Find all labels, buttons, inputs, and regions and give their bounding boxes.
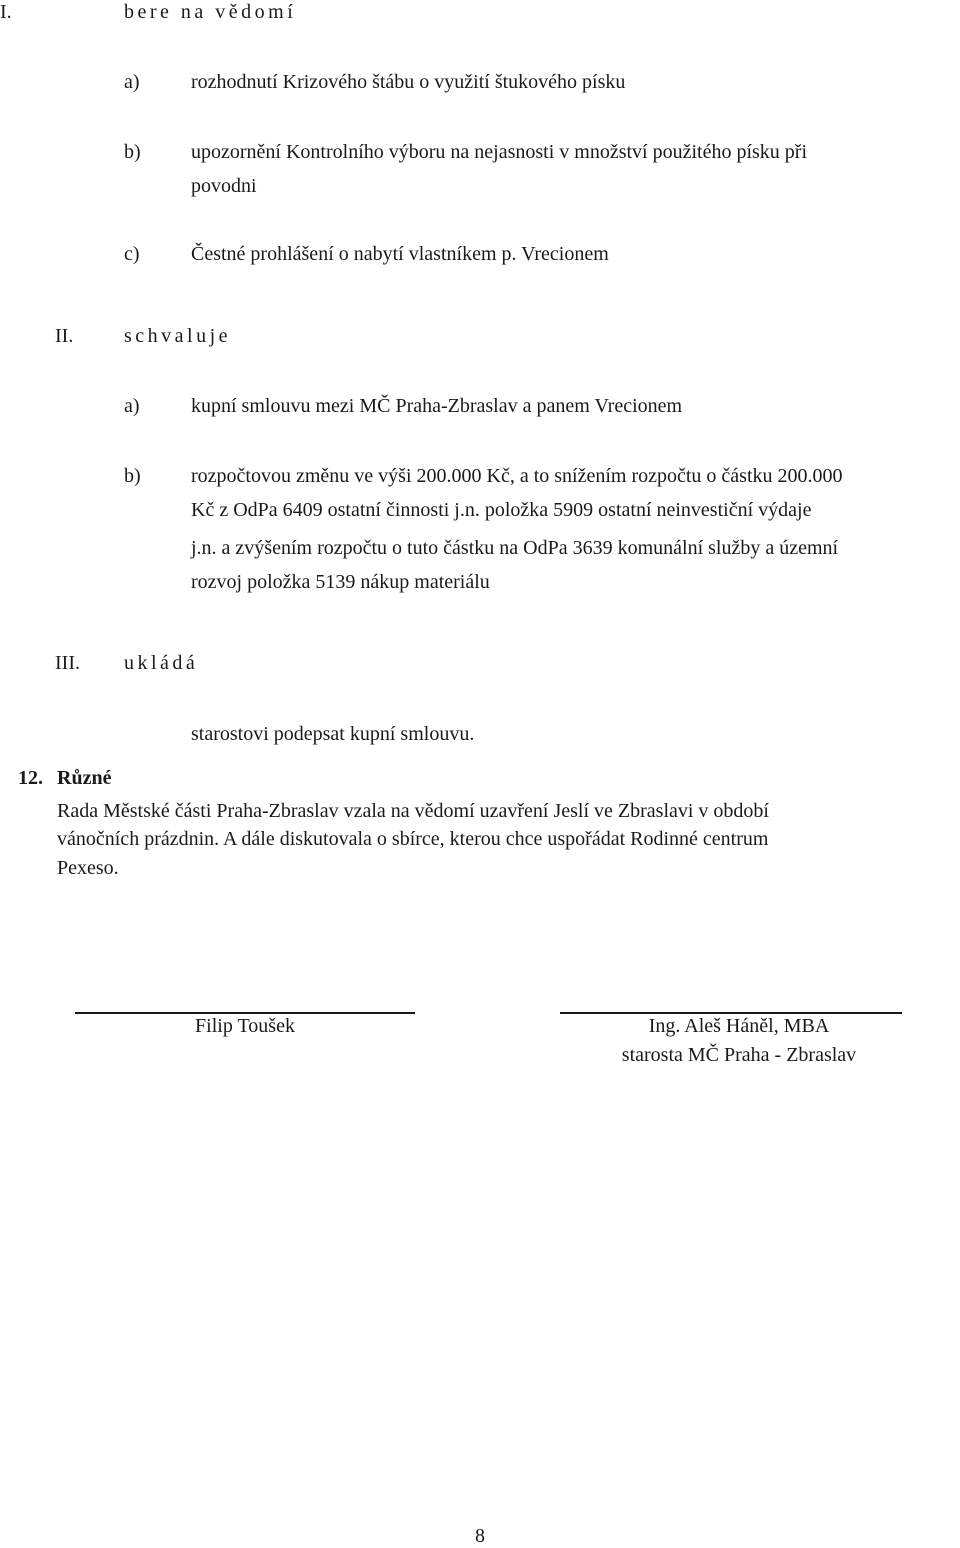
signatory-name-left: Filip Toušek bbox=[195, 1015, 295, 1037]
paragraph-line: vánočních prázdnin. A dále diskutovala o sbírce, kterou chce uspořádat Rodinné centrum bbox=[57, 828, 769, 850]
item-text: j.n. a zvýšením rozpočtu o tuto částku na OdPa 3639 komunální služby a územní bbox=[191, 537, 839, 559]
item-label: b) bbox=[124, 141, 141, 163]
item-text: upozornění Kontrolního výboru na nejasnosti v množství použitého písku při bbox=[191, 141, 808, 163]
page-number: 8 bbox=[475, 1525, 485, 1547]
section-12-number: 12. bbox=[18, 767, 43, 789]
item-text: rozvoj položka 5139 nákup materiálu bbox=[191, 571, 490, 593]
section-3-text: starostovi podepsat kupní smlouvu. bbox=[191, 723, 475, 745]
item-label: a) bbox=[124, 71, 140, 93]
section-2-heading: schvaluje bbox=[124, 325, 232, 347]
item-text: kupní smlouvu mezi MČ Praha-Zbraslav a panem Vrecionem bbox=[191, 395, 683, 417]
item-text: rozhodnutí Krizového štábu o využití štukového písku bbox=[191, 71, 626, 93]
section-12-title: Různé bbox=[57, 767, 112, 789]
item-label: a) bbox=[124, 395, 140, 417]
paragraph-line: Rada Městské části Praha-Zbraslav vzala na vědomí uzavření Jeslí ve Zbraslavi v období bbox=[57, 800, 769, 822]
signatory-name-right: Ing. Aleš Háněl, MBA bbox=[648, 1015, 830, 1037]
paragraph-line: Pexeso. bbox=[57, 857, 119, 879]
item-text: Čestné prohlášení o nabytí vlastníkem p. Vrecionem bbox=[191, 243, 609, 265]
section-2-numeral: II. bbox=[55, 325, 74, 347]
item-text: rozpočtovou změnu ve výši 200.000 Kč, a to snížením rozpočtu o částku 200.000 bbox=[191, 465, 843, 487]
item-text: Kč z OdPa 6409 ostatní činnosti j.n. položka 5909 ostatní neinvestiční výdaje bbox=[191, 499, 812, 521]
section-1-heading: bere na vědomí bbox=[124, 1, 297, 23]
section-1-numeral: I. bbox=[0, 1, 12, 23]
item-label: b) bbox=[124, 465, 141, 487]
signatory-role-right: starosta MČ Praha - Zbraslav bbox=[621, 1044, 857, 1066]
section-3-heading: ukládá bbox=[124, 652, 199, 674]
section-3-numeral: III. bbox=[55, 652, 80, 674]
item-text: povodni bbox=[191, 175, 257, 197]
item-label: c) bbox=[124, 243, 140, 265]
